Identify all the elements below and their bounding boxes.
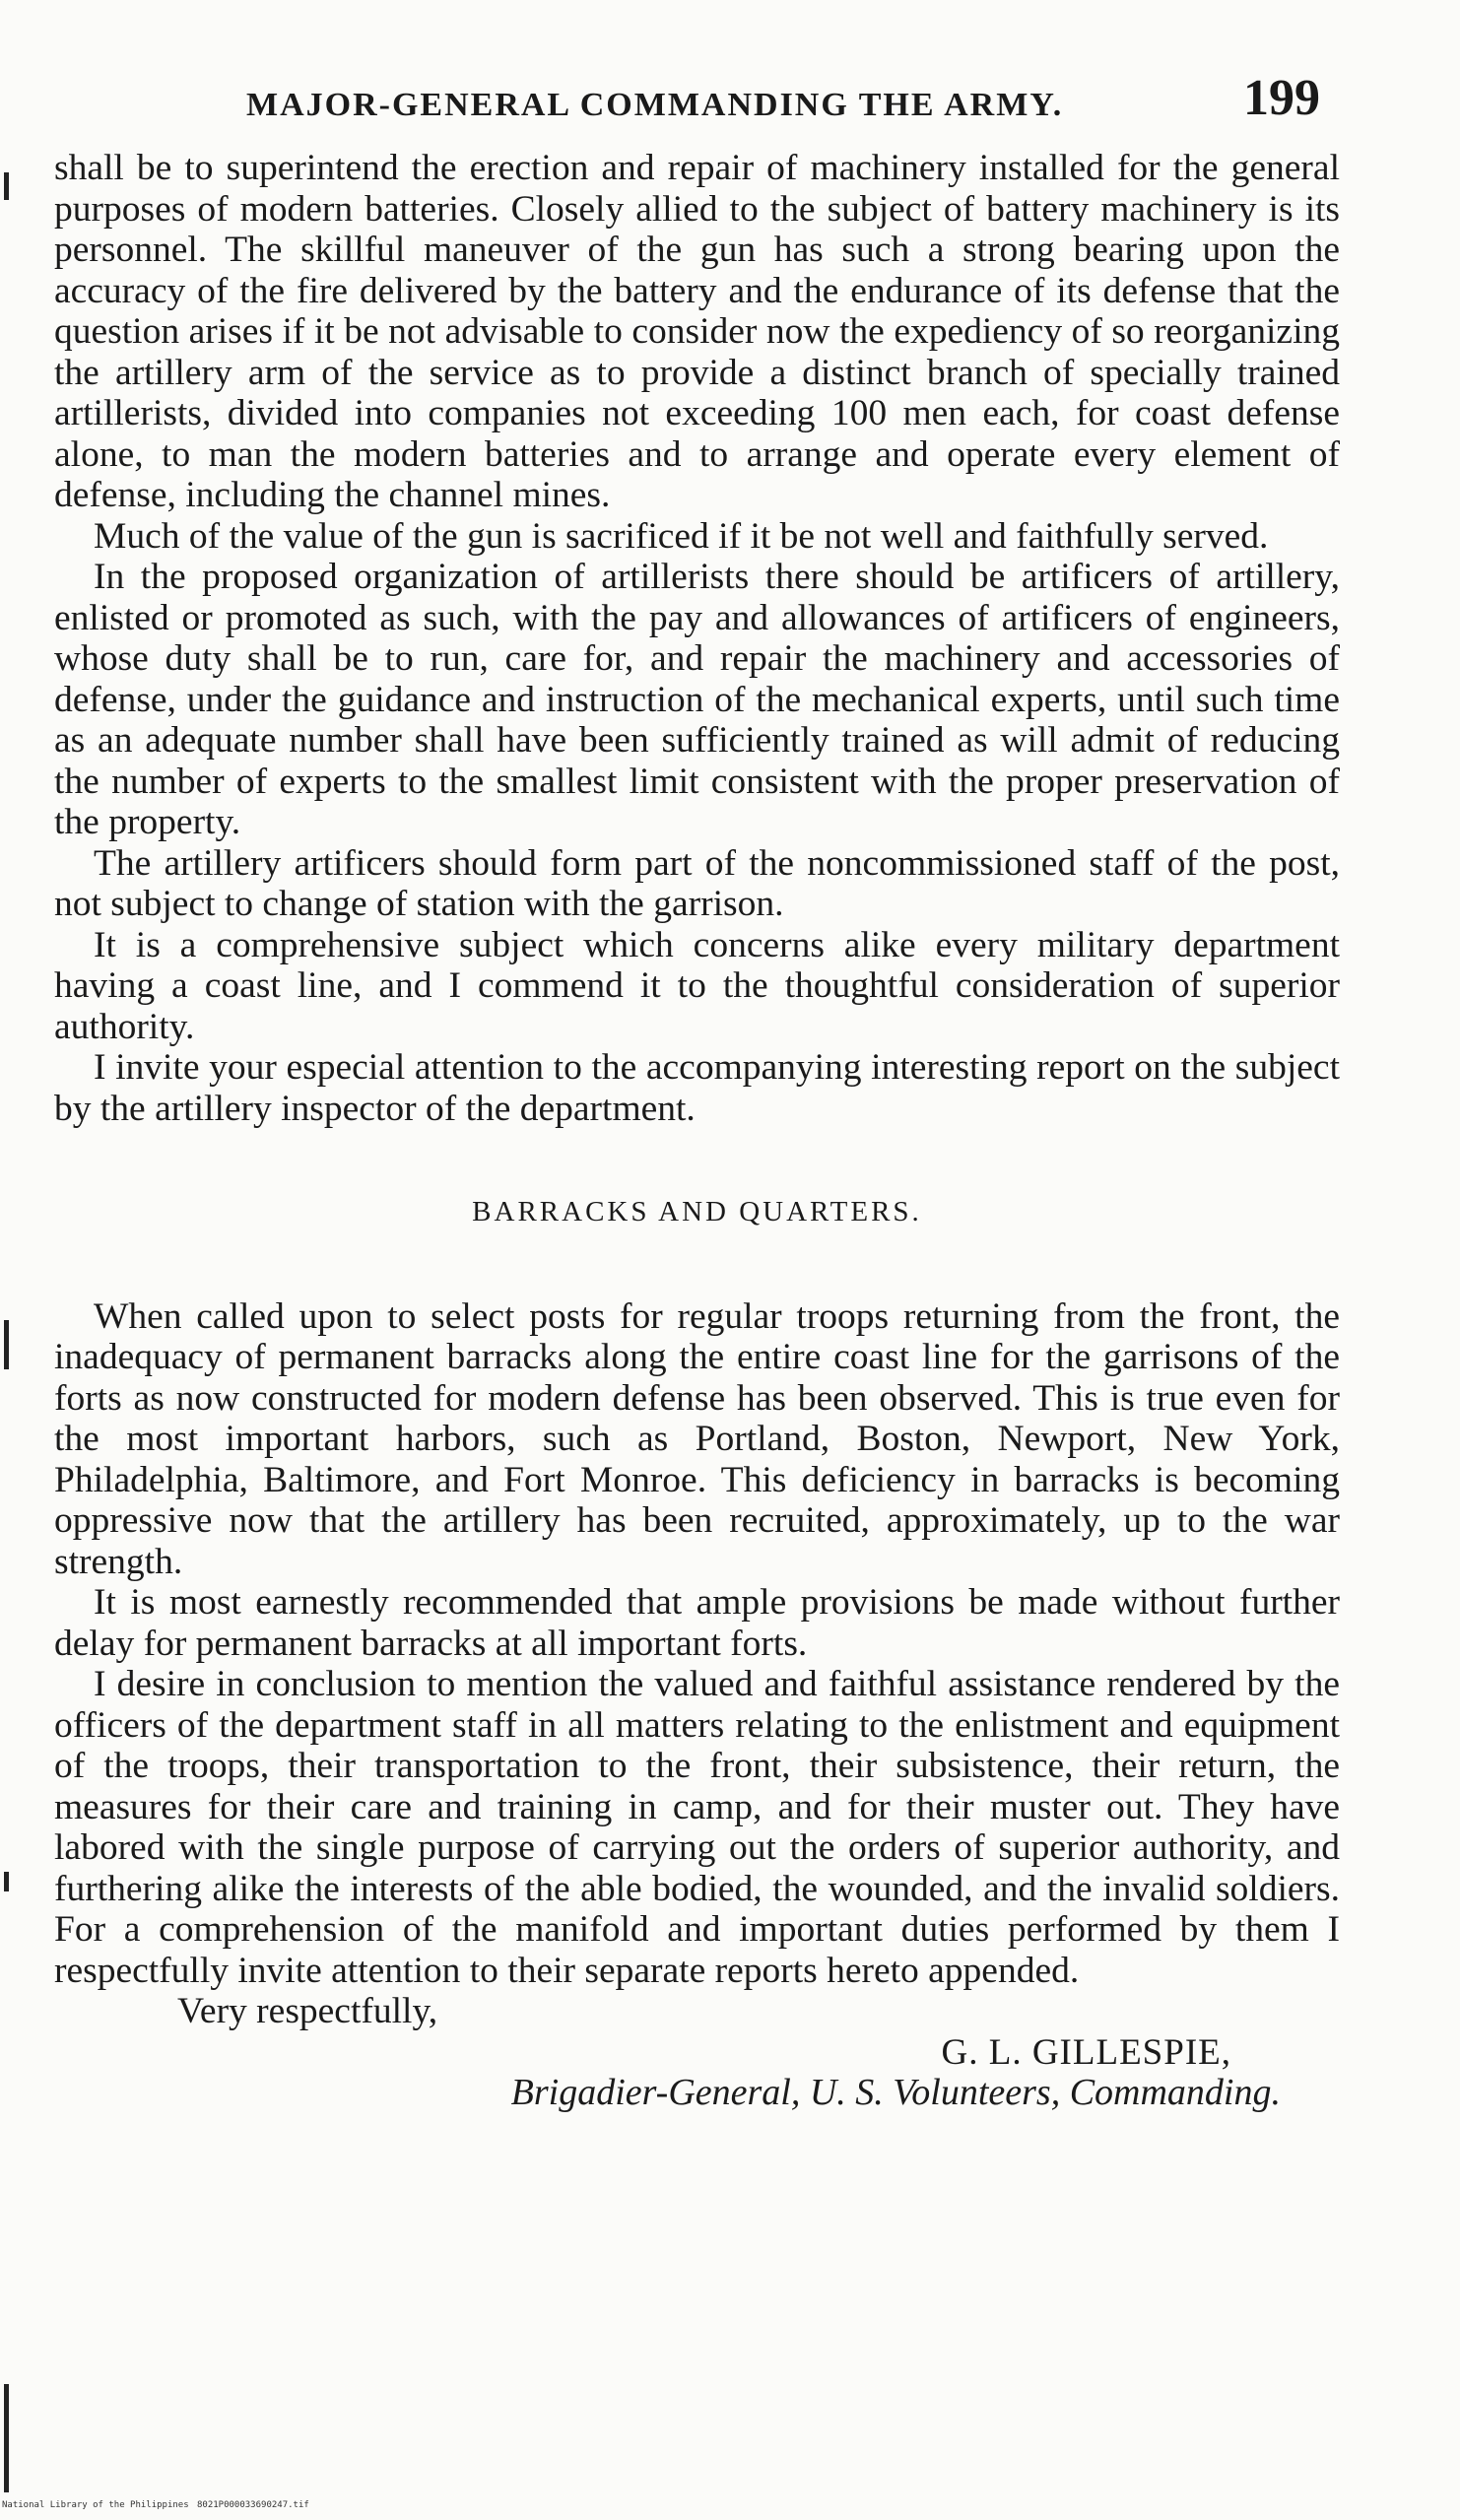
section-heading: BARRACKS AND QUARTERS.	[472, 1196, 922, 1227]
margin-mark	[4, 1320, 9, 1369]
body-text	[54, 148, 1340, 2114]
page-number: 199	[1243, 70, 1320, 126]
scan-footer	[0, 2500, 1460, 2514]
footer-library: National Library of the Philippines	[2, 2500, 189, 2510]
salutation: Very respectfully,	[177, 1991, 438, 2031]
paragraph-continuation: shall be to superintend the erection and repair of machinery installed for the general purposes of modern batteries. Closely allied to the subject of battery machinery is its personnel. The skillful maneuver of the gun has such a strong bearing upon the accuracy of the fire delivered by the battery and the endurance of its defense that the question arises if it be not advisable to consider now the expediency of so reorganizing the artillery arm of the service as to provide a distinct branch of specially trained artillerists, divided into companies not exceeding 100 men each, for coast defense alone, to man the modern batteries and to arrange and operate every element of defense, including the channel mines.	[54, 148, 1340, 515]
page-header	[246, 69, 1320, 138]
signer-name: G. L. GILLESPIE,	[941, 2031, 1231, 2073]
paragraph: When called upon to select posts for regular troops returning from the front, the inadequacy of permanent barracks along the entire coast line for the garrisons of the forts as now constructed for modern defense has been observed. This is true even for the most important harbors, such as Portland, Boston, Newport, New York, Philadelphia, Baltimore, and Fort Monroe. This deficiency in barracks is becoming oppressive now that the artillery has been recruited, approximately, up to the war strength.	[54, 1295, 1340, 1582]
paragraph: Much of the value of the gun is sacrificed if it be not well and faithfully served.	[94, 515, 1269, 557]
margin-mark	[4, 1872, 9, 1891]
margin-mark	[4, 2384, 9, 2492]
signer-title: Brigadier-General, U. S. Volunteers, Commanding.	[510, 2072, 1281, 2113]
paragraph: I desire in conclusion to mention the valued and faithful assistance rendered by the officers of the department staff in all matters relating to the enlistment and equipment of the troops, their transportation to the front, their subsistence, their return, the measures for their care and training in camp, and for their muster out. They have labored with the single purpose of carrying out the orders of superior authority, and furthering alike the interests of the able bodied, the wounded, and the invalid soldiers. For a comprehension of the manifold and important duties performed by them I respectfully invite attention to their separate reports hereto appended.	[54, 1664, 1340, 1991]
margin-mark	[4, 172, 9, 200]
footer-file-id: 8021P000033690247.tif	[197, 2500, 309, 2510]
paragraph: The artillery artificers should form part of the noncommissioned staff of the post, not subject to change of station with the garrison.	[54, 842, 1340, 924]
running-head: MAJOR-GENERAL COMMANDING THE ARMY.	[246, 87, 1064, 123]
paragraph: It is most earnestly recommended that ample provisions be made without further delay for permanent barracks at all important forts.	[54, 1582, 1340, 1664]
paragraph: I invite your especial attention to the accompanying interesting report on the subject by the artillery inspector of the department.	[54, 1047, 1340, 1129]
paragraph: In the proposed organization of artillerists there should be artificers of artillery, enlisted or promoted as such, with the pay and allowances of artificers of engineers, whose duty shall be to run, care for, and repair the machinery and accessories of defense, under the guidance and instruction of the mechanical experts, until such time as an adequate number shall have been sufficiently trained as will admit of reducing the number of experts to the smallest limit consistent with the proper preservation of the property.	[54, 557, 1340, 842]
paragraph: It is a comprehensive subject which concerns alike every military department having a coast line, and I commend it to the thoughtful consideration of superior authority.	[54, 924, 1340, 1047]
